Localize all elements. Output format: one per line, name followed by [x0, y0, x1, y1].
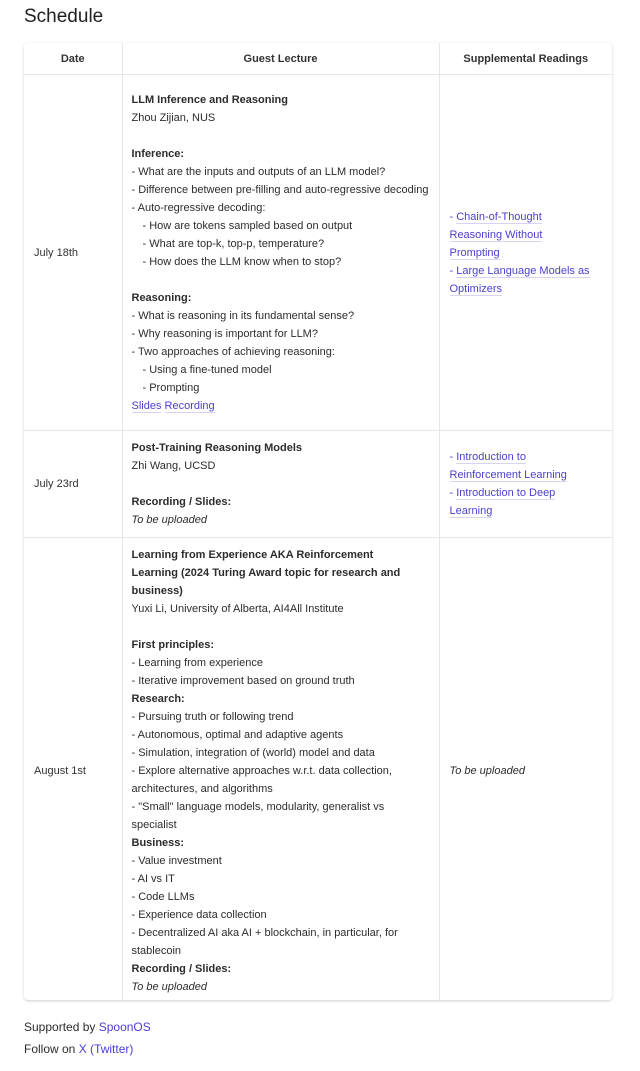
reading-item-continuation: [450, 280, 603, 298]
section-heading: Research:: [131, 693, 185, 705]
list-item: - Pursuing truth or following trend: [131, 711, 294, 723]
lecture-speaker: Yuxi Li, University of Alberta, AI4All Institute: [131, 603, 344, 615]
list-item: - What is reasoning in its fundamental sense?: [131, 309, 355, 322]
recording-status: To be uploaded: [131, 981, 207, 993]
reading-item: [450, 484, 603, 502]
list-item: - AI vs IT: [131, 873, 175, 885]
table-row: [24, 75, 612, 431]
section-heading: Recording / Slides:: [131, 963, 232, 975]
list-item: - How does the LLM know when to stop?: [142, 255, 342, 268]
media-links: [132, 397, 430, 415]
reading-item: [450, 448, 603, 466]
reading-item: [450, 262, 603, 280]
lecture-title: Post-Training Reasoning Models: [131, 442, 303, 454]
reading-item-continuation: [450, 502, 603, 520]
row-date: July 23rd: [24, 431, 122, 538]
reading-item-continuation: [450, 226, 603, 244]
list-item: - Simulation, integration of (world) model and data: [131, 747, 375, 759]
twitter-link[interactable]: X (Twitter): [78, 1042, 134, 1056]
schedule-table-card: [24, 43, 612, 1000]
table-row: [24, 431, 612, 538]
section-heading: Business:: [131, 837, 185, 849]
list-item: - Iterative improvement based on ground truth: [131, 675, 355, 687]
readings-cell: [439, 431, 612, 538]
lecture-speaker: Zhi Wang, UCSD: [131, 460, 216, 472]
list-item: - Difference between pre-filling and auto-regressive decoding: [131, 183, 429, 196]
spoonos-link[interactable]: SpoonOS: [98, 1020, 151, 1034]
reading-item: [450, 208, 603, 226]
column-header-date: Date: [24, 43, 122, 75]
lecture-title: business): [131, 585, 183, 597]
section-heading: Recording / Slides:: [131, 496, 232, 508]
footer-supported-prefix: Supported by: [24, 1020, 96, 1034]
footer-follow: [24, 1042, 133, 1056]
reading-link[interactable]: Reinforcement Learning: [449, 469, 567, 481]
reading-link[interactable]: Prompting: [449, 246, 500, 259]
reading-link[interactable]: Reasoning Without: [449, 228, 543, 241]
readings-status: To be uploaded: [449, 765, 525, 777]
list-item: - Explore alternative approaches w.r.t. data collection, architectures, and algorithms: [131, 765, 392, 795]
lecture-speaker: Zhou Zijian, NUS: [131, 111, 216, 124]
footer-supported: [24, 1020, 151, 1034]
reading-link[interactable]: Introduction to: [456, 451, 526, 463]
reading-link[interactable]: Large Language Models as: [456, 264, 590, 277]
reading-item-continuation: [450, 466, 603, 484]
column-header-guest-lecture: Guest Lecture: [122, 43, 439, 75]
readings-cell: [439, 538, 612, 1001]
table-header-row: [24, 43, 612, 75]
row-date: July 18th: [34, 246, 79, 259]
list-item: - Decentralized AI aka AI + blockchain, in particular, for stablecoin: [131, 927, 398, 957]
section-heading: Reasoning:: [131, 291, 192, 304]
footer-follow-prefix: Follow on: [24, 1042, 76, 1056]
list-item: - Learning from experience: [131, 657, 263, 669]
lecture-title: Learning (2024 Turing Award topic for research and: [131, 567, 401, 579]
page-title: Schedule: [24, 6, 104, 27]
lecture-title: LLM Inference and Reasoning: [131, 93, 288, 106]
reading-prefix: -: [449, 487, 457, 499]
reading-link[interactable]: Chain-of-Thought: [456, 210, 542, 223]
reading-prefix: -: [449, 451, 457, 463]
recording-link[interactable]: Recording: [164, 399, 215, 412]
list-item: - Auto-regressive decoding:: [131, 201, 266, 214]
list-item: - Autonomous, optimal and adaptive agents: [131, 729, 344, 741]
reading-link[interactable]: Learning: [449, 505, 493, 517]
row-date: August 1st: [24, 538, 122, 1001]
lecture-title: Learning from Experience AKA Reinforcement: [131, 549, 374, 561]
list-item: - Prompting: [142, 381, 200, 394]
reading-item-continuation: [450, 244, 603, 262]
schedule-table: [24, 43, 612, 1000]
list-item: - Two approaches of achieving reasoning:: [131, 345, 335, 358]
list-item: - What are top-k, top-p, temperature?: [142, 237, 325, 250]
list-item: - Why reasoning is important for LLM?: [131, 327, 318, 340]
readings-cell: [439, 75, 612, 431]
reading-link[interactable]: Introduction to Deep: [456, 487, 556, 499]
section-heading: Inference:: [131, 147, 185, 160]
reading-prefix: -: [449, 264, 457, 277]
lecture-cell: [122, 75, 439, 431]
list-item: - What are the inputs and outputs of an LLM model?: [131, 165, 386, 178]
reading-prefix: -: [449, 210, 457, 223]
list-item: - Code LLMs: [131, 891, 195, 903]
lecture-cell: [122, 431, 439, 538]
section-heading: First principles:: [131, 639, 215, 651]
slides-link[interactable]: Slides: [131, 399, 162, 412]
list-item: - Using a fine-tuned model: [142, 363, 272, 376]
list-item: - "Small" language models, modularity, generalist vs specialist: [131, 801, 385, 831]
list-item: - How are tokens sampled based on output: [142, 219, 353, 232]
list-item: - Experience data collection: [131, 909, 267, 921]
column-header-supplemental-readings: Supplemental Readings: [439, 43, 612, 75]
reading-link[interactable]: Optimizers: [449, 282, 503, 295]
lecture-cell: [122, 538, 439, 1001]
table-row: [24, 538, 612, 1001]
recording-status: To be uploaded: [131, 514, 207, 526]
list-item: - Value investment: [131, 855, 222, 867]
